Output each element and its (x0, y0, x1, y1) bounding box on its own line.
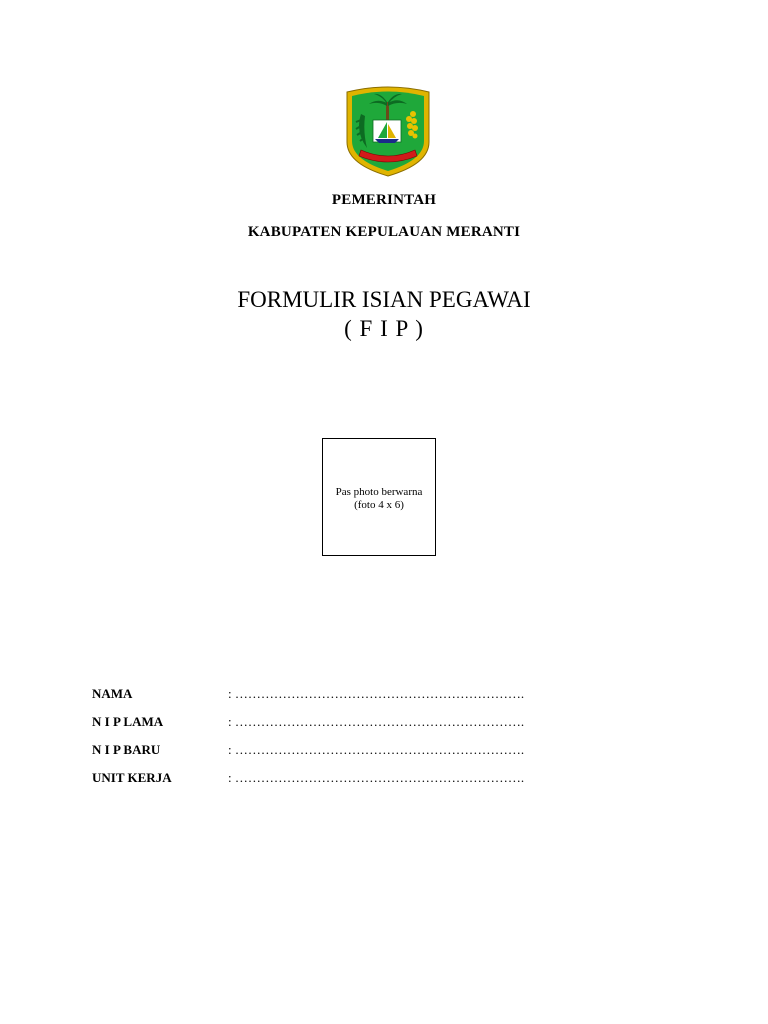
field-label: UNIT KERJA (92, 770, 172, 785)
field-blank: : …………………………………………………………. (228, 770, 525, 785)
regency-coat-of-arms-icon (341, 84, 435, 178)
form-abbreviation: ( F I P ) (344, 316, 424, 341)
field-blank: : …………………………………………………………. (228, 742, 525, 757)
field-row-nip-lama (92, 714, 692, 732)
regency-title: KABUPATEN KEPULAUAN MERANTI (247, 224, 521, 240)
photo-placeholder-box (322, 438, 436, 556)
photo-caption: Pas photo berwarna (335, 486, 423, 498)
field-label: N I P LAMA (92, 714, 164, 729)
field-row-unit-kerja (92, 770, 692, 788)
field-blank: : …………………………………………………………. (228, 714, 525, 729)
field-blank: : …………………………………………………………. (228, 686, 525, 701)
field-label: NAMA (92, 686, 133, 701)
field-row-nip-baru (92, 742, 692, 760)
government-title: PEMERINTAH (331, 192, 437, 208)
field-row-nama (92, 686, 692, 704)
form-title: FORMULIR ISIAN PEGAWAI (237, 287, 531, 312)
field-label: N I P BARU (92, 742, 161, 757)
photo-size-note: (foto 4 x 6) (354, 499, 404, 511)
